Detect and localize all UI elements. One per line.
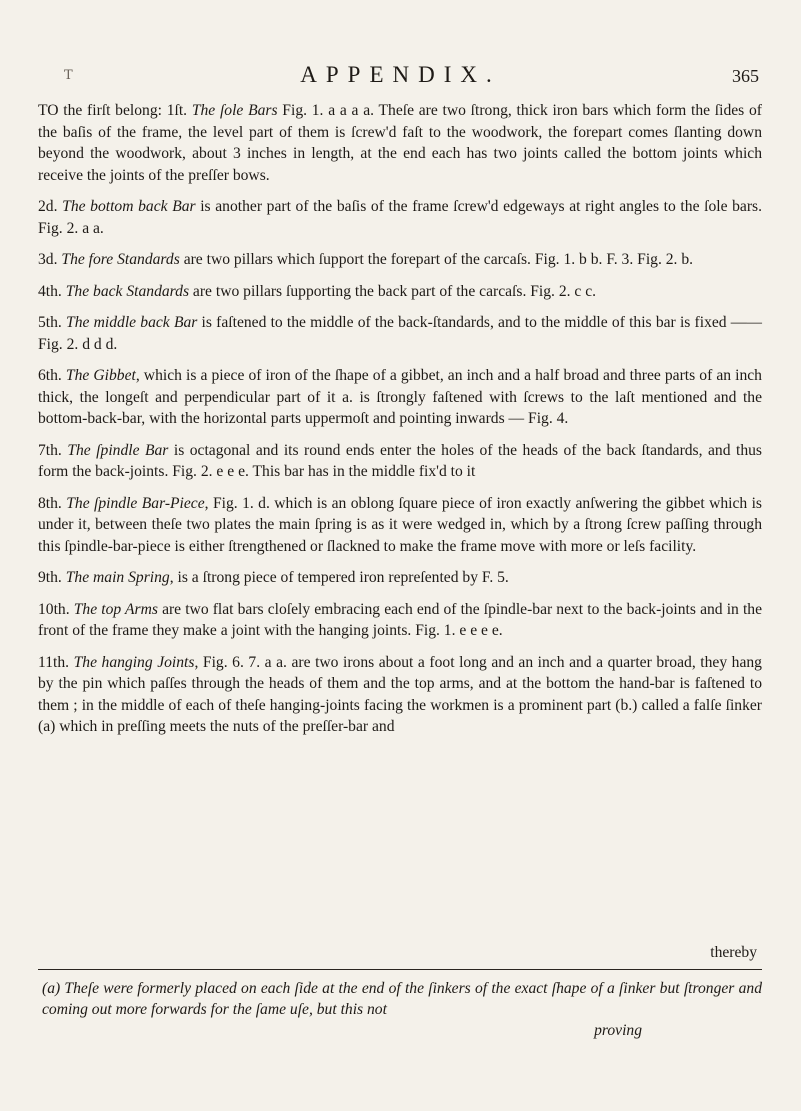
paragraph-term: The fore Standards: [61, 251, 180, 268]
paragraph-top-arms: [38, 599, 762, 642]
paragraph-text: is faſtened to the middle of the back-ſtandards, and to the middle of this bar is fixed —— Fig. 2. d d d.: [38, 314, 762, 353]
paragraph-term: The ſpindle Bar-Piece: [66, 494, 205, 512]
paragraph-spindle-bar: [38, 440, 762, 483]
paragraph-lead: 11th.: [38, 653, 74, 671]
paragraph-text: , Fig. 1. d. which is an oblong ſquare piece of iron exactly anſwering the gibbet which is under it, between theſe two plates the main ſpring is as it were wedged in, which by a ſtrong ſcrew paſſing through this ſpindle-bar-piece is either ſtrengthened or ſlackned to make the frame move with more or leſs facility.: [38, 494, 762, 555]
paragraph-text: are two pillars ſupporting the back part of the carcaſs. Fig. 2. c c.: [189, 282, 597, 300]
page-number: 365: [732, 66, 759, 86]
paragraph-main-spring: [38, 567, 762, 589]
paragraph-lead: 8th.: [38, 494, 67, 512]
paragraph-sole-bars: [38, 100, 762, 186]
paragraph-text: are two flat bars cloſely embracing each end of the ſpindle-bar next to the back-joints and in the front of the frame they make a joint with the hanging joints. Fig. 1. e e e e.: [38, 600, 763, 639]
paragraph-lead: 10th.: [38, 600, 74, 618]
paragraph-text: is octagonal and its round ends enter the holes of the heads of the back ſtandards, and thus form the back-joints. Fig. 2. e e e. This bar has in the middle fix'd to it: [38, 441, 762, 480]
footnote-text: (a) Theſe were formerly placed on each ſide at the end of the ſinkers of the exact ſhape of a ſinker but ſtronger and coming out more forwards for the ſame uſe, but this not: [42, 980, 762, 1018]
body-text: [38, 100, 762, 748]
catchword: thereby: [710, 944, 757, 961]
paragraph-term: The ſole Bars: [191, 102, 278, 119]
paragraph-back-standards: [38, 281, 762, 303]
paragraph-hanging-joints: [38, 652, 762, 738]
paragraph-bottom-back-bar: [38, 196, 762, 239]
margin-mark: T: [64, 68, 73, 83]
paragraph-middle-back-bar: [38, 312, 762, 355]
paragraph-term: The main Spring: [65, 569, 170, 586]
paragraph-term: The middle back Bar: [66, 314, 198, 331]
paragraph-lead: 2d.: [38, 198, 63, 215]
paragraph-term: The back Standards: [65, 282, 190, 300]
paragraph-text: , Fig. 6. 7. a a. are two irons about a foot long and an inch and a quarter broad, they hang by the pin which paſſes through the heads of them and the top arms, and at the bottom the hand-bar is faſtened to them ; in the middle of each of theſe hanging-joints facing the workmen is a prominent part (b.) called a falſe ſinker (a) which in preſſing meets the nuts of the preſſer-bar and: [38, 653, 762, 735]
paragraph-term: The ſpindle Bar: [67, 441, 169, 459]
paragraph-lead: 3d.: [38, 251, 62, 268]
paragraph-lead: 5th.: [38, 314, 67, 331]
paragraph-text: , which is a piece of iron of the ſhape of a gibbet, an inch and a half broad and three parts of an inch thick, the longeſt and perpendicular part of it a. is ſtrongly faſtened with ſcrews to the laſt mentioned and the bottom-back-bar, with the horizontal parts uppermoſt and pointing inwards — Fig. 4.: [38, 367, 762, 427]
paragraph-lead: 7th.: [38, 441, 68, 459]
paragraph-text: , is a ſtrong piece of tempered iron repreſented by F. 5.: [169, 569, 509, 586]
paragraph-lead: 9th.: [38, 569, 66, 586]
page-header: [0, 62, 801, 92]
footnote-divider: [38, 969, 762, 970]
paragraph-lead: 4th.: [38, 282, 66, 300]
paragraph-term: The hanging Joints: [73, 653, 195, 671]
footnote: [42, 978, 762, 1041]
paragraph-text: are two pillars which ſupport the forepart of the carcaſs. Fig. 1. b b. F. 3. Fig. 2. b.: [179, 251, 694, 268]
paragraph-lead: TO the firſt belong: 1ſt.: [38, 102, 192, 119]
paragraph-spindle-bar-piece: [38, 493, 762, 558]
paragraph-text: is another part of the baſis of the frame ſcrew'd edgeways at right angles to the ſole bars. Fig. 2. a a.: [38, 198, 763, 237]
paragraph-term: The bottom back Bar: [62, 198, 196, 215]
running-title: APPENDIX.: [300, 62, 501, 87]
paragraph-term: The Gibbet: [65, 367, 136, 384]
paragraph-text: Fig. 1. a a a a. Theſe are two ſtrong, thick iron bars which form the ſides of the baſis of the frame, the level part of them is ſcrew'd faſt to the woodwork, the forepart comes ſlanting down beyond the woodwork, about 3 inches in length, at the end each has two joints called the bottom joints which receive the joints of the preſſer bows.: [38, 102, 762, 184]
paragraph-gibbet: [38, 365, 762, 430]
paragraph-term: The top Arms: [73, 600, 158, 618]
footnote-catchword: proving: [594, 1022, 642, 1039]
paragraph-lead: 6th.: [38, 367, 66, 384]
paragraph-fore-standards: [38, 249, 762, 271]
